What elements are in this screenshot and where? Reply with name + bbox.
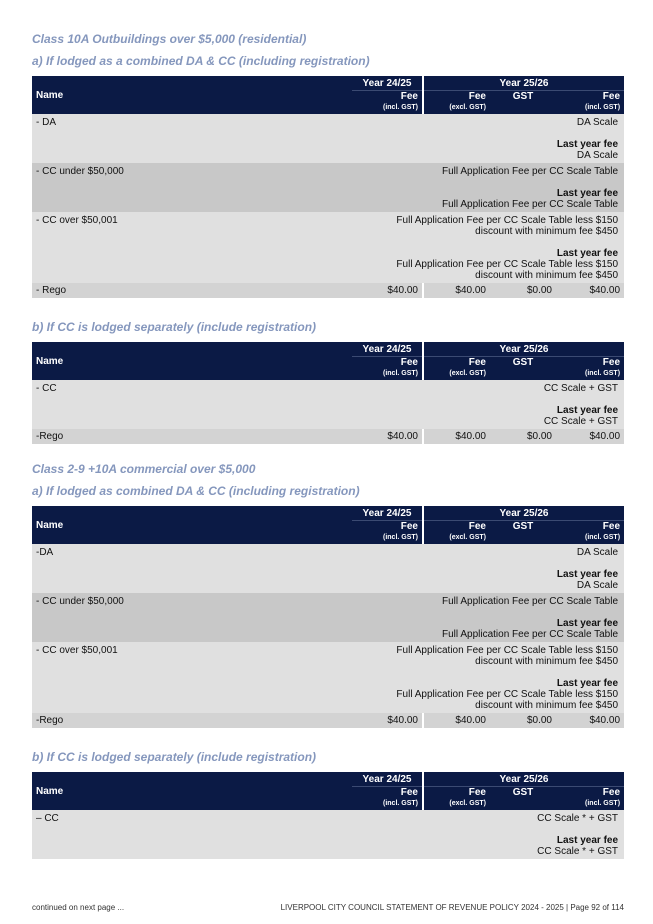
fee-prev: $40.00 bbox=[352, 283, 422, 298]
column-header-year-prev: Year 24/25 bbox=[352, 76, 422, 91]
column-header-gst: GST bbox=[490, 91, 556, 102]
fee-incl: $40.00 bbox=[556, 283, 624, 298]
column-header-gst: GST bbox=[490, 357, 556, 368]
fee-table bbox=[32, 342, 624, 444]
column-header-year-curr: Year 25/26 bbox=[424, 76, 624, 91]
column-header-year-curr: Year 25/26 bbox=[424, 506, 624, 521]
row-name: - CC under $50,000 bbox=[32, 593, 352, 642]
row-name: -Rego bbox=[32, 713, 352, 728]
column-header-fee: Fee bbox=[556, 91, 624, 102]
column-header-fee: Fee bbox=[424, 91, 490, 102]
fee-text: CC Scale + GST bbox=[543, 383, 619, 394]
column-header-fee: Fee bbox=[352, 91, 422, 102]
table-row bbox=[32, 810, 624, 859]
table-row bbox=[32, 642, 624, 713]
column-header-excl-gst: (excl. GST) bbox=[424, 368, 490, 380]
row-name: - CC bbox=[32, 380, 352, 429]
section-heading: Class 2-9 +10A commercial over $5,000 bbox=[32, 462, 256, 476]
table-row bbox=[32, 593, 624, 642]
column-header-year-prev: Year 24/25 bbox=[352, 506, 422, 521]
row-name: - CC over $50,001 bbox=[32, 642, 352, 713]
last-year-label: Last year fee bbox=[556, 835, 619, 846]
section-heading: Class 10A Outbuildings over $5,000 (residential) bbox=[32, 32, 307, 46]
table-row bbox=[32, 163, 624, 212]
last-year-label: Last year fee bbox=[556, 569, 619, 580]
column-header-incl-gst: (incl. GST) bbox=[352, 798, 422, 810]
last-year-label: Last year fee bbox=[556, 678, 619, 689]
column-header-gst: GST bbox=[490, 787, 556, 798]
column-header-name: Name bbox=[32, 506, 352, 544]
column-header-incl-gst: (incl. GST) bbox=[556, 368, 624, 380]
last-year-fee: Full Application Fee per CC Scale Table less $150 bbox=[396, 689, 619, 700]
last-year-fee: DA Scale bbox=[576, 580, 619, 591]
fee-gst: $0.00 bbox=[490, 713, 556, 728]
fee-incl: $40.00 bbox=[556, 429, 624, 444]
row-name: -DA bbox=[32, 544, 352, 593]
last-year-fee: discount with minimum fee $450 bbox=[475, 700, 619, 711]
last-year-label: Last year fee bbox=[556, 618, 619, 629]
column-header-incl-gst: (incl. GST) bbox=[352, 532, 422, 544]
column-header-fee: Fee bbox=[424, 357, 490, 368]
column-header-fee: Fee bbox=[424, 787, 490, 798]
fee-text: Full Application Fee per CC Scale Table less $150 bbox=[396, 645, 619, 656]
column-header-year-curr: Year 25/26 bbox=[424, 772, 624, 787]
last-year-fee: Full Application Fee per CC Scale Table bbox=[442, 199, 619, 210]
sub-heading: b) If CC is lodged separately (include registration) bbox=[32, 750, 317, 764]
column-header-fee: Fee bbox=[556, 357, 624, 368]
fee-table bbox=[32, 76, 624, 298]
footer-title: LIVERPOOL CITY COUNCIL STATEMENT OF REVENUE POLICY 2024 - 2025 | Page 92 of 114 bbox=[280, 903, 624, 912]
fee-text: Full Application Fee per CC Scale Table less $150 bbox=[396, 215, 619, 226]
column-header-excl-gst: (excl. GST) bbox=[424, 532, 490, 544]
column-header-fee: Fee bbox=[556, 521, 624, 532]
fee-text: discount with minimum fee $450 bbox=[475, 656, 619, 667]
fee-excl: $40.00 bbox=[424, 429, 490, 444]
column-header-gst: GST bbox=[490, 521, 556, 532]
row-name: -Rego bbox=[32, 429, 352, 444]
column-header-fee: Fee bbox=[556, 787, 624, 798]
table-row bbox=[32, 114, 624, 163]
last-year-label: Last year fee bbox=[556, 139, 619, 150]
column-header-excl-gst: (excl. GST) bbox=[424, 102, 490, 114]
row-name: - Rego bbox=[32, 283, 352, 298]
table-row bbox=[32, 283, 624, 298]
fee-excl: $40.00 bbox=[424, 713, 490, 728]
table-row bbox=[32, 212, 624, 283]
last-year-fee: DA Scale bbox=[576, 150, 619, 161]
table-row bbox=[32, 380, 624, 429]
last-year-label: Last year fee bbox=[556, 405, 619, 416]
continued-note: continued on next page ... bbox=[32, 903, 125, 912]
last-year-fee: Full Application Fee per CC Scale Table less $150 bbox=[396, 259, 619, 270]
column-header-fee: Fee bbox=[352, 357, 422, 368]
column-header-name: Name bbox=[32, 342, 352, 380]
fee-text: DA Scale bbox=[576, 547, 619, 558]
fee-text: CC Scale * + GST bbox=[537, 813, 619, 824]
column-header-incl-gst: (incl. GST) bbox=[556, 798, 624, 810]
fee-text: DA Scale bbox=[576, 117, 619, 128]
fee-excl: $40.00 bbox=[424, 283, 490, 298]
column-header-fee: Fee bbox=[352, 521, 422, 532]
column-header-fee: Fee bbox=[352, 787, 422, 798]
last-year-fee: discount with minimum fee $450 bbox=[475, 270, 619, 281]
column-header-year-prev: Year 24/25 bbox=[352, 772, 422, 787]
sub-heading: a) If lodged as combined DA & CC (including registration) bbox=[32, 484, 360, 498]
column-header-incl-gst: (incl. GST) bbox=[352, 368, 422, 380]
column-header-year-curr: Year 25/26 bbox=[424, 342, 624, 357]
fee-gst: $0.00 bbox=[490, 283, 556, 298]
table-row bbox=[32, 713, 624, 728]
row-name: - CC over $50,001 bbox=[32, 212, 352, 283]
table-row bbox=[32, 544, 624, 593]
fee-incl: $40.00 bbox=[556, 713, 624, 728]
sub-heading: b) If CC is lodged separately (include registration) bbox=[32, 320, 317, 334]
fee-gst: $0.00 bbox=[490, 429, 556, 444]
row-name: - CC under $50,000 bbox=[32, 163, 352, 212]
column-header-excl-gst: (excl. GST) bbox=[424, 798, 490, 810]
fee-text: Full Application Fee per CC Scale Table bbox=[442, 596, 619, 607]
column-header-incl-gst: (incl. GST) bbox=[352, 102, 422, 114]
column-header-year-prev: Year 24/25 bbox=[352, 342, 422, 357]
column-header-name: Name bbox=[32, 772, 352, 810]
sub-heading: a) If lodged as a combined DA & CC (including registration) bbox=[32, 54, 370, 68]
last-year-label: Last year fee bbox=[556, 248, 619, 259]
last-year-label: Last year fee bbox=[556, 188, 619, 199]
row-name: – CC bbox=[32, 810, 352, 859]
column-header-name: Name bbox=[32, 76, 352, 114]
fee-text: Full Application Fee per CC Scale Table bbox=[442, 166, 619, 177]
last-year-fee: Full Application Fee per CC Scale Table bbox=[442, 629, 619, 640]
column-header-incl-gst: (incl. GST) bbox=[556, 532, 624, 544]
column-header-fee: Fee bbox=[424, 521, 490, 532]
last-year-fee: CC Scale * + GST bbox=[537, 846, 619, 857]
fee-prev: $40.00 bbox=[352, 429, 422, 444]
table-row bbox=[32, 429, 624, 444]
fee-prev: $40.00 bbox=[352, 713, 422, 728]
column-header-incl-gst: (incl. GST) bbox=[556, 102, 624, 114]
fee-text: discount with minimum fee $450 bbox=[475, 226, 619, 237]
fee-table bbox=[32, 772, 624, 859]
fee-table bbox=[32, 506, 624, 728]
last-year-fee: CC Scale + GST bbox=[543, 416, 619, 427]
row-name: - DA bbox=[32, 114, 352, 163]
